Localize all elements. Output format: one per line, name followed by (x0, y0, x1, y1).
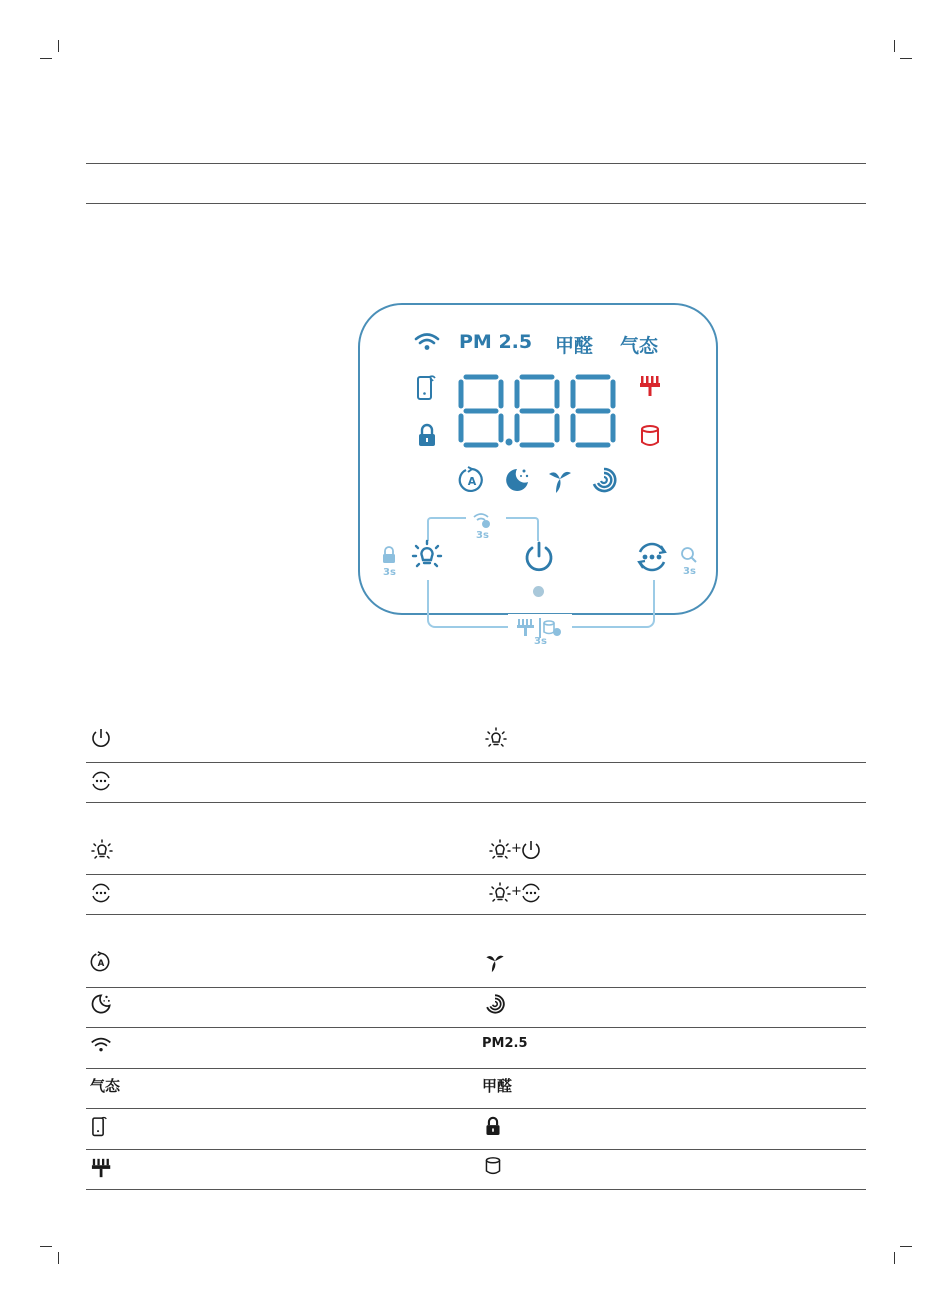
hold-time-label: 3s (683, 566, 696, 577)
svg-text:A: A (97, 958, 105, 969)
pm25-indicator: PM 2.5 (459, 331, 533, 353)
table-rule (86, 1108, 866, 1109)
power-icon (520, 839, 542, 861)
sleep-mode-icon (90, 993, 112, 1015)
crop-mark-bottom-left-h (40, 1246, 52, 1247)
cylinder-filter-icon (639, 424, 661, 448)
plus-sign: + (511, 841, 522, 856)
hold-time-label: 3s (534, 636, 547, 647)
table-rule (86, 1189, 866, 1190)
mode-cycle-icon (90, 770, 112, 792)
brightness-icon (90, 838, 114, 862)
crop-mark-top-left-v (58, 40, 59, 52)
table-rule (86, 914, 866, 915)
table-rule (86, 874, 866, 875)
auto-mode-icon (458, 466, 486, 494)
lock-icon (484, 1115, 502, 1137)
filter-icon (638, 374, 664, 398)
table-rule (86, 1027, 866, 1028)
hold-time-label: 3s (476, 530, 489, 541)
top-rule-1 (86, 163, 866, 164)
wifi-reset-icon (472, 511, 492, 529)
brightness-icon (488, 838, 512, 862)
table-rule (86, 1149, 866, 1150)
child-lock-hint-icon (381, 546, 397, 564)
phone-icon (416, 373, 438, 401)
wifi-icon (414, 332, 440, 352)
phone-icon (91, 1115, 109, 1137)
power-button[interactable] (522, 540, 556, 574)
svg-text:A: A (467, 475, 477, 488)
formaldehyde-label: 甲醛 (482, 1077, 513, 1095)
pm25-label: PM2.5 (482, 1036, 528, 1051)
wifi-icon (90, 1036, 112, 1054)
brightness-icon (488, 881, 512, 905)
power-icon (90, 727, 112, 749)
table-rule (86, 802, 866, 803)
filter-icon (90, 1157, 114, 1179)
table-rule (86, 1068, 866, 1069)
fan-speed-icon (546, 465, 574, 495)
digital-display (458, 374, 618, 448)
crop-mark-top-right-v (894, 40, 895, 52)
crop-mark-top-right-h (900, 58, 912, 59)
cylinder-filter-icon (484, 1156, 502, 1176)
turbo-mode-icon (484, 993, 506, 1015)
mode-cycle-button[interactable] (634, 540, 670, 574)
table-rule (86, 762, 866, 763)
search-icon (680, 546, 698, 564)
crop-mark-bottom-right-h (900, 1246, 912, 1247)
lock-icon (416, 422, 438, 448)
gas-indicator: 气态 (620, 335, 659, 357)
plus-sign: + (511, 884, 522, 899)
brightness-icon (484, 726, 508, 750)
brightness-button[interactable] (410, 538, 444, 572)
auto-mode-icon (90, 951, 112, 973)
hold-time-label: 3s (383, 567, 396, 578)
turbo-mode-icon (590, 466, 618, 494)
sleep-mode-icon (503, 466, 531, 494)
crop-mark-bottom-left-v (58, 1252, 59, 1264)
gas-label: 气态 (90, 1077, 121, 1095)
mode-cycle-icon (90, 882, 112, 904)
crop-mark-top-left-h (40, 58, 52, 59)
power-led (533, 586, 544, 597)
table-rule (86, 987, 866, 988)
crop-mark-bottom-right-v (894, 1252, 895, 1264)
mode-cycle-icon (520, 882, 542, 904)
top-rule-2 (86, 203, 866, 204)
formaldehyde-indicator: 甲醛 (555, 335, 594, 357)
fan-speed-icon (484, 950, 506, 974)
